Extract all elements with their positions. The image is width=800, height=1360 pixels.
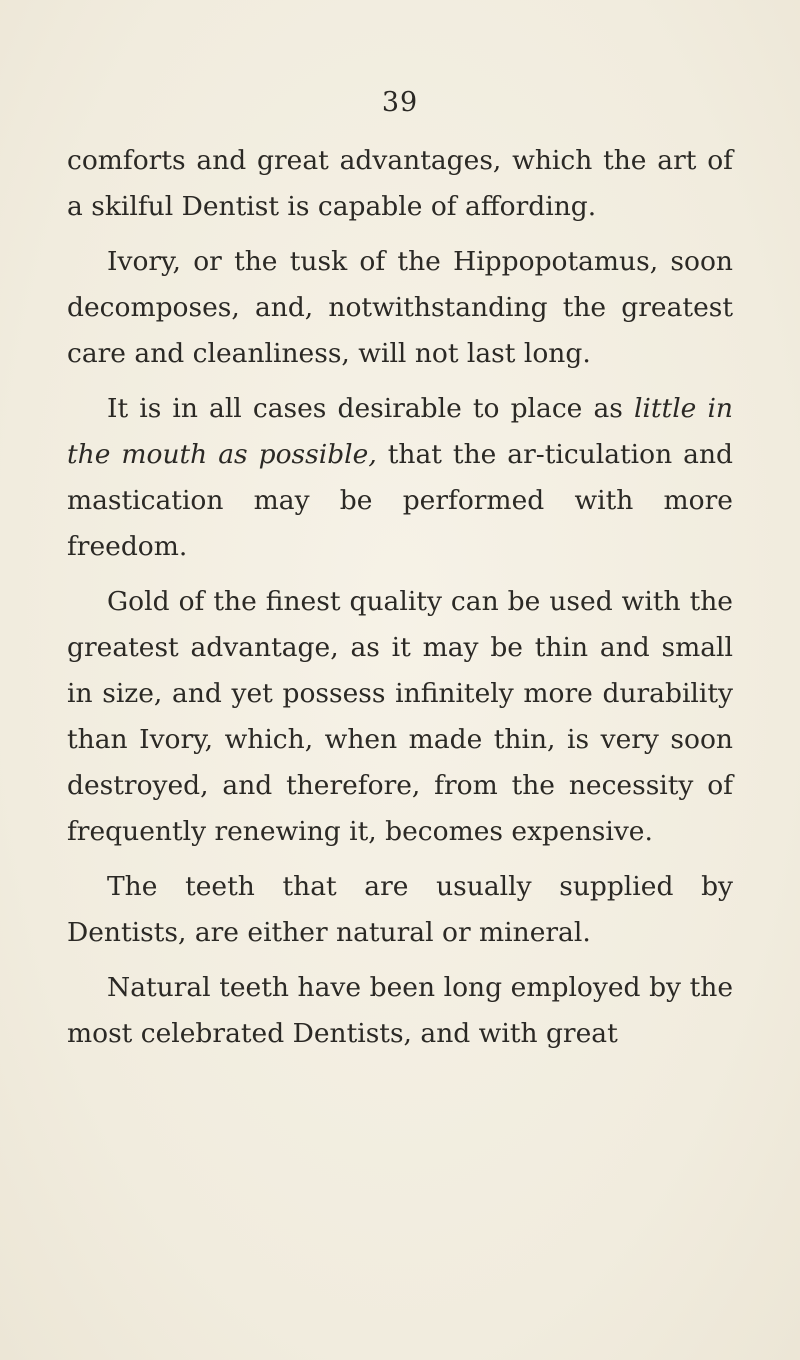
paragraph-continued: comforts and great advantages, which the art of a skilful Dentist is capable of affording. <box>67 145 733 222</box>
paragraph-teeth-supplied: The teeth that are usually supplied by Dentists, are either natural or mineral. <box>67 871 733 948</box>
paragraph-little-in-mouth <box>67 386 733 570</box>
paragraph-ivory: Ivory, or the tusk of the Hippopotamus, soon decomposes, and, notwithstanding the greatest care and cleanliness, will not last long. <box>67 246 733 369</box>
body-text <box>67 138 733 1066</box>
paragraph-natural-teeth: Natural teeth have been long employed by the most celebrated Dentists, and with great <box>67 972 733 1049</box>
paragraph-tail-text: that the ar-ticulation and mastication may be performed with more freedom. <box>67 439 734 562</box>
paragraph-gold: Gold of the finest quality can be used with the greatest advantage, as it may be thin and small in size, and yet possess infinitely more durability than Ivory, which, when made thin, is very soon destroyed, and therefore, from the necessity of frequently renewing it, becomes expensive. <box>67 586 733 847</box>
italic-phrase: little in the mouth as possible, <box>67 393 733 470</box>
paragraph-lead-text: It is in all cases desirable to place as <box>107 393 634 424</box>
page-number: 39 <box>381 87 419 118</box>
